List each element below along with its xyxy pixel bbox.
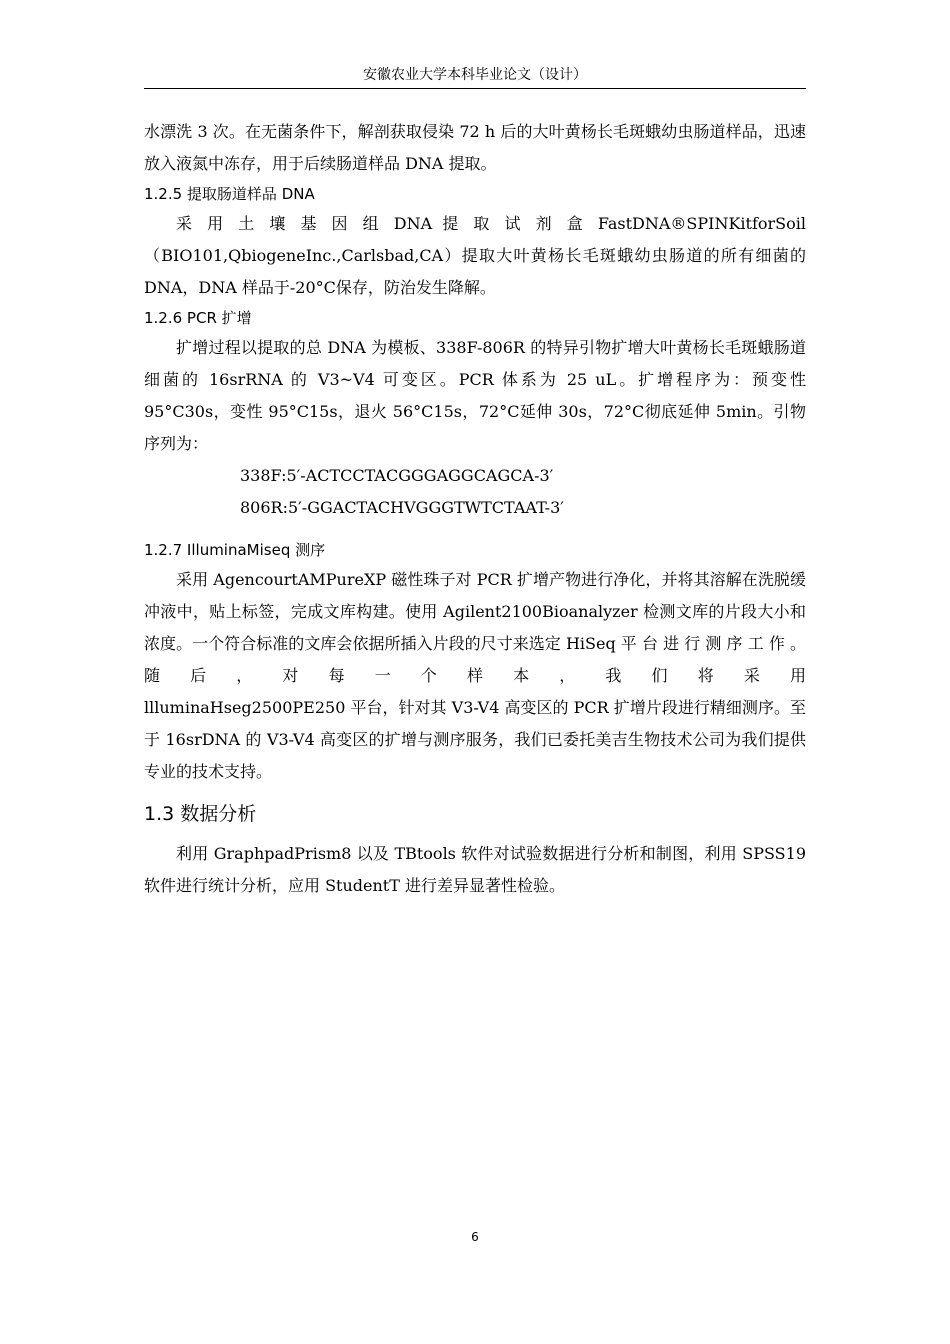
paragraph-1-2-6: 扩增过程以提取的总 DNA 为模板、338F-806R 的特异引物扩增大叶黄杨长毛斑蛾肠道细菌的 16srRNA 的 V3~V4 可变区。PCR 体系为 25 uL。扩增程序为：预变性 95°C30s，变性 95°C15s，退火 56°C15s，72°C延伸 30s，72°C彻底延伸 5min。引物序列为： — [144, 338, 806, 453]
running-header: 安徽农业大学本科毕业论文（设计） — [363, 67, 587, 83]
paragraph-intro: 水漂洗 3 次。在无菌条件下，解剖获取侵染 72 h 后的大叶黄杨长毛斑蛾幼虫肠道样品，迅速放入液氮中冻存，用于后续肠道样品 DNA 提取。 — [144, 122, 806, 173]
paragraph-1-2-5-line1: 采 用 土 壤 基 因 组 DNA 提 取 试 剂 盒 FastDNA®SPINKitforSoil — [176, 214, 806, 233]
page-number: 6 — [471, 1230, 479, 1244]
paragraph-1-2-7-part2: llluminaHseg2500PE250 平台，针对其 V3-V4 高变区的 PCR 扩增片段进行精细测序。至于 16srDNA 的 V3-V4 高变区的扩增与测序服务，我们已委托美吉生物技术公司为我们提供专业的技术支持。 — [144, 698, 806, 781]
header-rule — [144, 88, 806, 89]
paragraph-1-2-7-part1: 采用 AgencourtAMPureXP 磁性珠子对 PCR 扩增产物进行净化，并将其溶解在洗脱缓冲液中，贴上标签，完成文库构建。使用 Agilent2100Bioanalyzer 检测文库的片段大小和浓度。一个符合标准的文库会依据所插入片段的尺寸来选定 HiSeq 平 台 进 行 测 序 工 作 。 随 后 ， 对 每 一 个 样 本 ， 我 们 将 采 用 — [144, 570, 806, 685]
page-body — [144, 116, 806, 902]
paragraph-1-2-5-rest: （BIO101,QbiogeneInc.,Carlsbad,CA）提取大叶黄杨长毛斑蛾幼虫肠道的所有细菌的 DNA，DNA 样品于-20°C保存，防治发生降解。 — [144, 246, 806, 297]
heading-1-2-7: 1.2.7 IlluminaMiseq 测序 — [144, 541, 326, 559]
paragraph-1-3: 利用 GraphpadPrism8 以及 TBtools 软件对试验数据进行分析和制图，利用 SPSS19 软件进行统计分析，应用 StudentT 进行差异显著性检验。 — [144, 844, 806, 895]
heading-1-2-5: 1.2.5 提取肠道样品 DNA — [144, 185, 315, 203]
heading-1-2-6: 1.2.6 PCR 扩增 — [144, 309, 252, 327]
primer-forward: 338F:5′-ACTCCTACGGGAGGCAGCA-3′ — [240, 466, 554, 485]
spacer — [144, 524, 806, 536]
section-heading-1-3: 1.3 数据分析 — [144, 803, 257, 825]
primer-reverse: 806R:5′-GGACTACHVGGGTWTCTAAT-3′ — [240, 498, 564, 517]
